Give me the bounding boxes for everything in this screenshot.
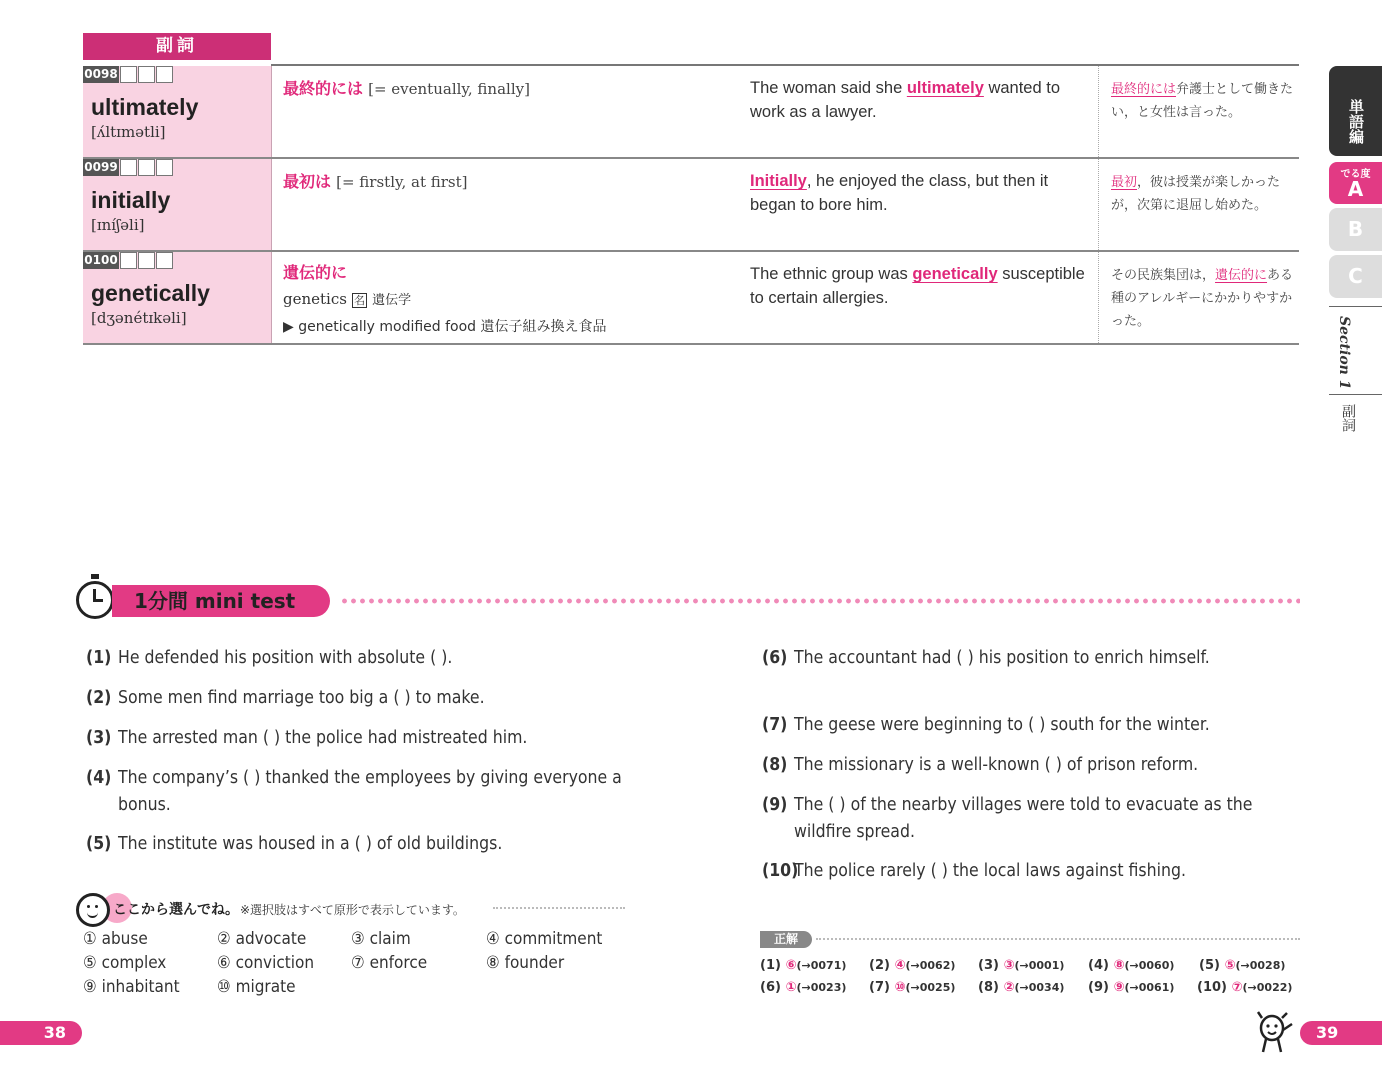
choice: ⑩ migrate bbox=[217, 977, 296, 997]
vocab-entry bbox=[83, 252, 1299, 345]
check-boxes[interactable] bbox=[120, 66, 174, 83]
category-label: 副詞 bbox=[1340, 404, 1356, 432]
highlighted-word: genetically bbox=[912, 265, 998, 283]
question-5: (5) The institute was housed in a ( ) of old buildings. bbox=[86, 834, 503, 854]
choice: ② advocate bbox=[217, 929, 307, 949]
page-number-left: 38 bbox=[0, 1021, 82, 1045]
question-3: (3) The arrested man ( ) the police had mistreated him. bbox=[86, 728, 528, 748]
level-label: でる度 bbox=[1340, 169, 1371, 180]
answer: (7) ⑩(→0025) bbox=[869, 980, 956, 995]
smile-face-icon bbox=[76, 893, 110, 927]
vocab-entry bbox=[83, 66, 1299, 159]
usage-note: ▶ genetically modified food 遺伝子組み換え食品 bbox=[283, 319, 607, 335]
question-1: (1) He defended his position with absolute ( ). bbox=[86, 648, 453, 668]
meaning bbox=[283, 171, 468, 193]
dotted-divider bbox=[816, 938, 1300, 940]
meaning-jp: 遺伝的に bbox=[283, 263, 348, 282]
question-7: (7) The geese were beginning to ( ) south for the winter. bbox=[762, 715, 1210, 735]
meaning bbox=[283, 78, 530, 100]
question-10: (10) The police rarely ( ) the local laws against fishing. bbox=[762, 861, 1186, 881]
side-divider bbox=[1329, 394, 1382, 395]
example-translation: 最初，彼は授業が楽しかったが，次第に退屈し始めた。 bbox=[1098, 159, 1299, 250]
stopwatch-icon bbox=[76, 581, 114, 619]
question-8: (8) The missionary is a well-known ( ) of prison reform. bbox=[762, 755, 1199, 775]
highlighted-word: ultimately bbox=[906, 79, 984, 97]
question-4: (4) The company’s ( ) thanked the employees by giving everyone a bonus. bbox=[86, 768, 622, 815]
answer: (3) ③(→0001) bbox=[978, 958, 1065, 973]
dotted-divider bbox=[493, 907, 625, 909]
answer: (4) ⑧(→0060) bbox=[1088, 958, 1175, 973]
example-translation: 最終的には弁護士として働きたい，と女性は言った。 bbox=[1098, 66, 1299, 157]
section-tag: 副詞 bbox=[83, 33, 271, 60]
tab-level-c[interactable]: C bbox=[1329, 255, 1382, 298]
entry-word-panel bbox=[83, 66, 272, 157]
side-divider bbox=[1329, 306, 1382, 307]
meaning-jp: 最初は bbox=[283, 172, 332, 191]
example-sentence: The woman said she ultimately wanted to work as a lawyer. bbox=[750, 79, 1061, 121]
headword: initially bbox=[91, 187, 171, 213]
choices-note: ※選択肢はすべて原形で表示しています。 bbox=[240, 903, 465, 917]
headword: ultimately bbox=[91, 94, 199, 120]
tab-vocabulary[interactable]: 単語編 bbox=[1329, 66, 1382, 156]
level-a-label: A bbox=[1347, 177, 1364, 201]
answer: (10) ⑦(→0022) bbox=[1197, 980, 1293, 995]
synonyms: [= eventually, finally] bbox=[368, 80, 530, 98]
question-6: (6) The accountant had ( ) his position to enrich himself. bbox=[762, 648, 1210, 668]
derived-word: genetics 名 遺伝学 bbox=[283, 290, 412, 308]
answer: (8) ②(→0034) bbox=[978, 980, 1065, 995]
entry-number: 0098 bbox=[84, 67, 118, 81]
choice: ⑥ conviction bbox=[217, 953, 315, 973]
tab-level-b[interactable]: B bbox=[1329, 208, 1382, 251]
tab-level-a[interactable] bbox=[1329, 162, 1382, 204]
choice: ⑦ enforce bbox=[351, 953, 428, 973]
pronunciation: [ɪníʃəli] bbox=[91, 216, 145, 234]
entry-word-panel bbox=[83, 159, 272, 250]
highlighted-word: Initially bbox=[750, 172, 807, 190]
choice: ④ commitment bbox=[486, 929, 603, 949]
pos-badge: 名 bbox=[354, 294, 366, 307]
question-2: (2) Some men find marriage too big a ( ) to make. bbox=[86, 688, 485, 708]
pronunciation: [ʌ́ltɪmətli] bbox=[91, 123, 166, 141]
meaning-jp: 最終的には bbox=[283, 79, 364, 98]
answer: (5) ⑤(→0028) bbox=[1199, 958, 1286, 973]
choice: ⑨ inhabitant bbox=[83, 977, 180, 997]
dotted-divider bbox=[340, 597, 1300, 605]
entry-word-panel bbox=[83, 252, 272, 343]
choice: ① abuse bbox=[83, 929, 148, 949]
choice: ③ claim bbox=[351, 929, 411, 949]
mascot-icon bbox=[1254, 1010, 1294, 1054]
mini-test-title: 1分間 mini test bbox=[112, 585, 330, 617]
entry-number: 0100 bbox=[84, 253, 118, 267]
choice: ⑤ complex bbox=[83, 953, 167, 973]
example-sentence: The ethnic group was genetically susceptible to certain allergies. bbox=[750, 265, 1085, 307]
pronunciation: [dʒənétɪkəli] bbox=[91, 309, 187, 327]
example-translation: その民族集団は，遺伝的にある種のアレルギーにかかりやすかった。 bbox=[1098, 252, 1299, 343]
example-sentence: Initially, he enjoyed the class, but then it began to bore him. bbox=[750, 172, 1049, 214]
check-boxes[interactable] bbox=[120, 252, 174, 269]
question-9: (9) The ( ) of the nearby villages were told to evacuate as the wildfire spread. bbox=[762, 795, 1253, 842]
answer: (1) ⑥(→0071) bbox=[760, 958, 847, 973]
vocab-entry bbox=[83, 159, 1299, 252]
answers-label: 正解 bbox=[760, 931, 812, 948]
meaning bbox=[283, 260, 607, 340]
answer: (9) ⑨(→0061) bbox=[1088, 980, 1175, 995]
choices-title: ここから選んでね。 bbox=[113, 902, 239, 918]
check-boxes[interactable] bbox=[120, 159, 174, 176]
headword: genetically bbox=[91, 280, 210, 306]
page-number-right: 39 bbox=[1300, 1021, 1382, 1045]
choice: ⑧ founder bbox=[486, 953, 565, 973]
section-label: Section 1 bbox=[1336, 316, 1352, 390]
answer: (6) ①(→0023) bbox=[760, 980, 847, 995]
entry-number: 0099 bbox=[84, 160, 118, 174]
answer: (2) ④(→0062) bbox=[869, 958, 956, 973]
synonyms: [= firstly, at first] bbox=[336, 173, 468, 191]
